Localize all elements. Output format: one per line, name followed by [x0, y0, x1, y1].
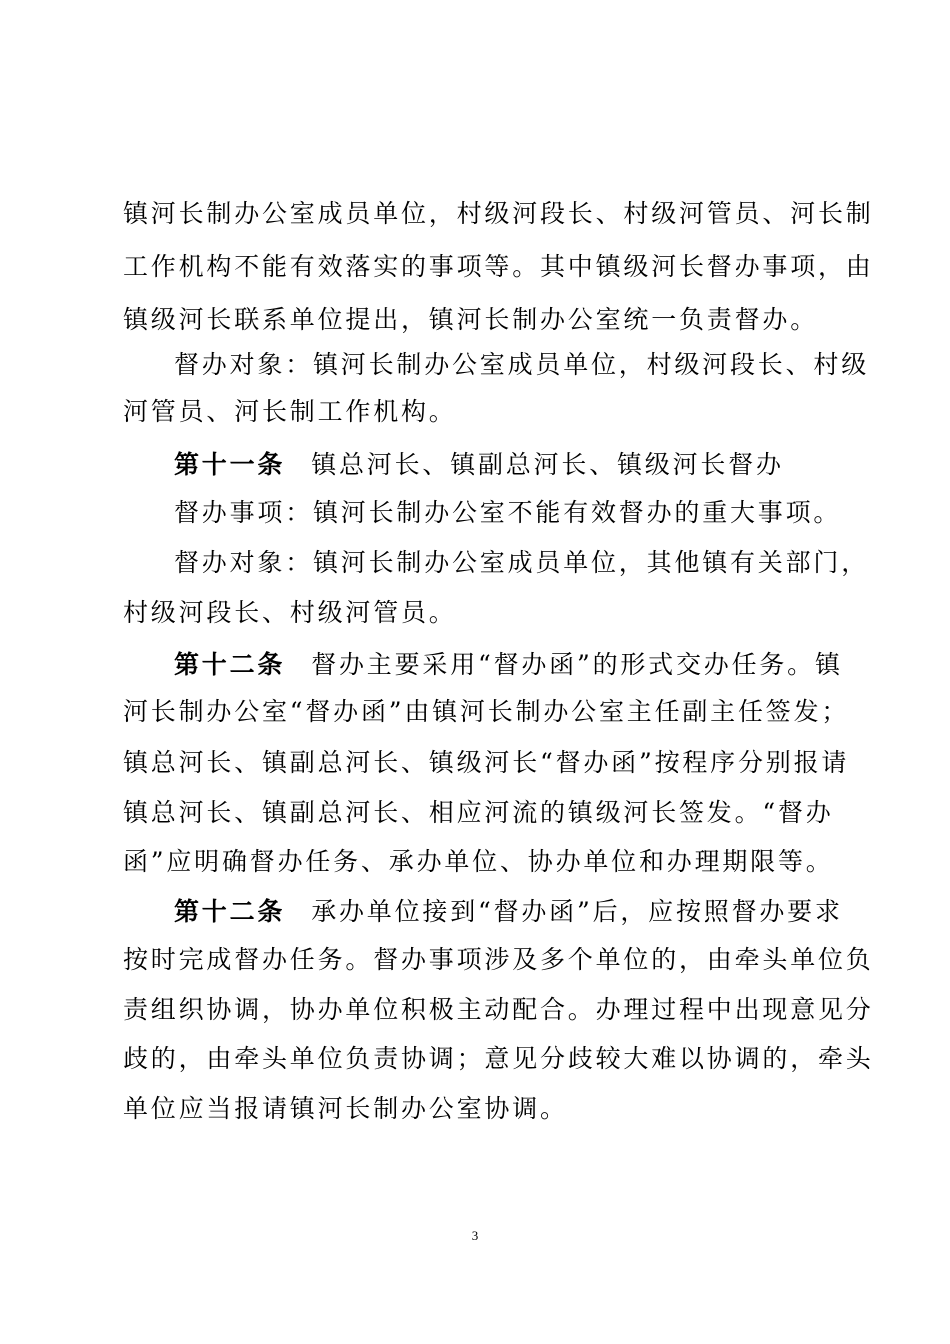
article-text: 镇总河长、镇副总河长、镇级河长督办 [311, 450, 784, 479]
body-text-line: 镇总河长、镇副总河长、相应河流的镇级河长签发。“督办 [123, 798, 834, 827]
article-heading: 第十一条 [174, 450, 286, 479]
body-text-line: 按时完成督办任务。督办事项涉及多个单位的，由牵头单位负 [123, 945, 874, 974]
body-text-line: 河管员、河长制工作机构。 [123, 397, 457, 426]
body-text-line: 歧的，由牵头单位负责协调；意见分歧较大难以协调的，牵头 [123, 1044, 874, 1073]
body-text-line: 河长制办公室“督办函”由镇河长制办公室主任副主任签发； [123, 697, 850, 726]
body-text-line: 工作机构不能有效落实的事项等。其中镇级河长督办事项，由 [123, 252, 874, 281]
article-line [174, 897, 843, 927]
body-text-line: 镇河长制办公室成员单位，村级河段长、村级河管员、河长制 [123, 199, 874, 228]
body-text-line: 村级河段长、村级河管员。 [123, 598, 457, 627]
body-text-line: 镇总河长、镇副总河长、镇级河长“督办函”按程序分别报请 [123, 748, 850, 777]
body-text-line: 督办事项：镇河长制办公室不能有效督办的重大事项。 [174, 498, 842, 527]
body-text-line: 镇级河长联系单位提出，镇河长制办公室统一负责督办。 [123, 305, 819, 334]
body-text-line: 函”应明确督办任务、承办单位、协办单位和办理期限等。 [123, 847, 834, 876]
body-text-line: 责组织协调，协办单位积极主动配合。办理过程中出现意见分 [123, 995, 874, 1024]
body-text-line: 督办对象：镇河长制办公室成员单位，村级河段长、村级 [174, 350, 870, 379]
article-line [174, 450, 784, 480]
body-text-line: 督办对象：镇河长制办公室成员单位，其他镇有关部门， [174, 548, 870, 577]
article-text: 督办主要采用“督办函”的形式交办任务。镇 [311, 650, 843, 679]
article-heading: 第十二条 [174, 650, 286, 679]
article-text: 承办单位接到“督办函”后，应按照督办要求 [311, 897, 843, 926]
page-number: 3 [471, 1228, 479, 1243]
article-heading: 第十二条 [174, 897, 286, 926]
article-line [174, 650, 843, 680]
body-text-line: 单位应当报请镇河长制办公室协调。 [123, 1094, 568, 1123]
